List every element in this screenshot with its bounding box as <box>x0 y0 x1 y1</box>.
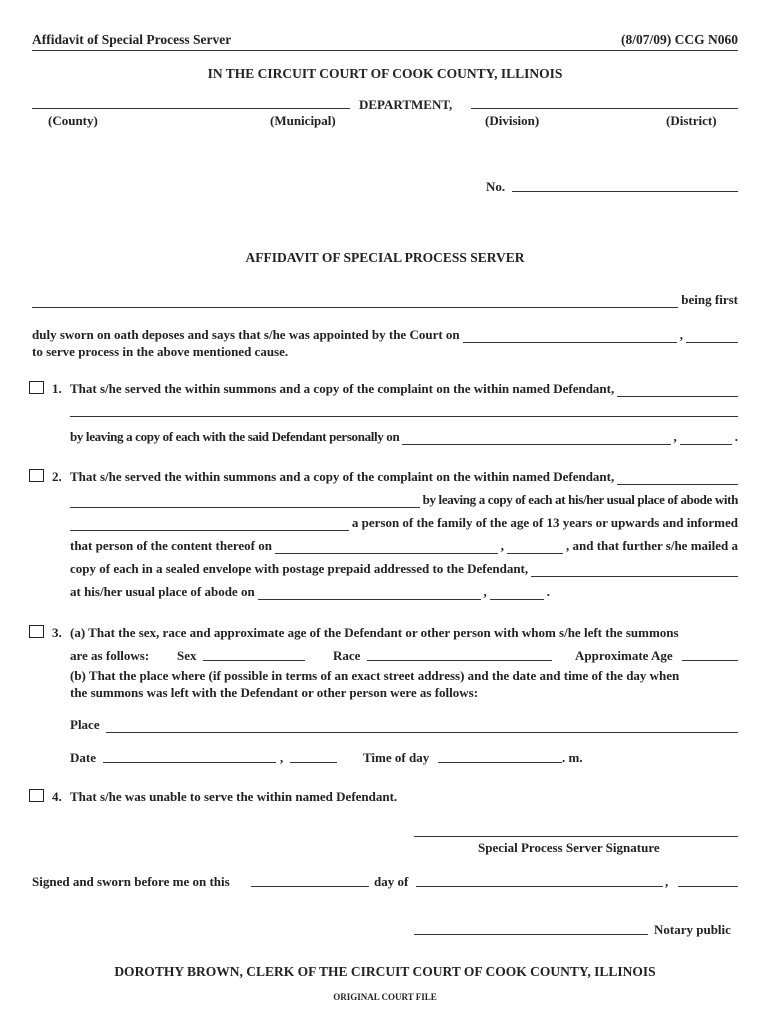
item2-person-field[interactable] <box>70 518 349 531</box>
server-signature-field[interactable] <box>414 836 738 837</box>
period: . <box>734 429 738 444</box>
division-district-blank[interactable] <box>471 108 738 109</box>
comma: , <box>500 538 504 553</box>
item2-family-text: a person of the family of the age of 13 years or upwards and informed <box>351 515 738 530</box>
signature-label: Special Process Server Signature <box>478 840 660 855</box>
item3-number: 3. <box>52 625 62 640</box>
appointment-date-field[interactable] <box>463 330 677 343</box>
county-label: (County) <box>48 113 98 128</box>
item2-row3 <box>70 515 738 531</box>
date-year-field[interactable] <box>290 762 337 763</box>
item4-text: That s/he was unable to serve the within named Defendant. <box>70 789 398 804</box>
item2-envelope-text: copy of each in a sealed envelope with postage prepaid addressed to the Defendant, <box>70 561 529 576</box>
comma: , <box>483 584 487 599</box>
item3b-text-2: the summons was left with the Defendant or other person were as follows: <box>70 685 479 700</box>
period: . <box>546 584 550 599</box>
item1-text: That s/he served the within summons and a copy of the complaint on the within named Defendant, <box>70 381 615 396</box>
comma: , <box>679 327 683 342</box>
item1-defendant-field-2[interactable] <box>70 416 738 417</box>
form-code: (8/07/09) CCG N060 <box>621 32 738 47</box>
date-comma: , <box>280 750 284 765</box>
item1-row3 <box>70 429 738 445</box>
item2-content-text: that person of the content thereof on <box>70 538 272 553</box>
item2-checkbox[interactable] <box>29 469 44 482</box>
item2-defendant-field[interactable] <box>617 472 738 485</box>
notary-label: Notary public <box>654 922 731 937</box>
appointment-row <box>32 327 738 343</box>
department-label: DEPARTMENT, <box>359 97 453 112</box>
sworn-comma: , <box>665 874 669 889</box>
item4-number: 4. <box>52 789 62 804</box>
sworn-day-field[interactable] <box>251 886 369 887</box>
item2-mailed-year-field[interactable] <box>490 587 544 600</box>
item2-mailed-text: , and that further s/he mailed a <box>565 538 738 553</box>
to-serve-text: to serve process in the above mentioned cause. <box>32 344 289 359</box>
clerk-line: DOROTHY BROWN, CLERK OF THE CIRCUIT COURT OF COOK COUNTY, ILLINOIS <box>114 964 656 979</box>
district-label: (District) <box>666 113 717 128</box>
are-as-follows-text: are as follows: <box>70 648 150 663</box>
division-label: (Division) <box>485 113 540 128</box>
notary-signature-field[interactable] <box>414 934 648 935</box>
date-field[interactable] <box>103 762 276 763</box>
item1-row1 <box>70 381 738 397</box>
time-of-day-label: Time of day <box>363 750 430 765</box>
header-rule <box>32 50 738 51</box>
signed-sworn-text: Signed and sworn before me on this <box>32 874 230 889</box>
sworn-month-field[interactable] <box>416 886 663 887</box>
affiant-name-field[interactable] <box>32 295 678 308</box>
place-label: Place <box>70 717 100 732</box>
court-title: IN THE CIRCUIT COURT OF COOK COUNTY, ILLINOIS <box>207 66 563 81</box>
comma: , <box>673 429 677 444</box>
item3-checkbox[interactable] <box>29 625 44 638</box>
item2-row4 <box>70 538 738 554</box>
item2-informed-date-field[interactable] <box>275 541 498 554</box>
item1-defendant-field[interactable] <box>617 384 738 397</box>
place-field[interactable] <box>106 720 738 733</box>
item2-defendant-field-2[interactable] <box>70 495 420 508</box>
place-row <box>70 717 738 733</box>
item2-mail-address-field[interactable] <box>531 564 738 577</box>
item2-mailed-date-field[interactable] <box>258 587 481 600</box>
time-field[interactable] <box>438 762 562 763</box>
age-label: Approximate Age <box>575 648 673 663</box>
item2-abode-text: by leaving a copy of each at his/her usual place of abode with <box>422 492 738 507</box>
duly-sworn-text: duly sworn on oath deposes and says that s/he was appointed by the Court on <box>32 327 460 342</box>
race-label: Race <box>333 648 361 663</box>
affiant-name-row <box>32 292 738 308</box>
sex-field[interactable] <box>203 660 305 661</box>
item3a-text: (a) That the sex, race and approximate age of the Defendant or other person with whom s/he left the summons <box>70 625 679 640</box>
case-number-field[interactable] <box>512 191 738 192</box>
item2-mailed-on-text: at his/her usual place of abode on <box>70 584 255 599</box>
item3b-text: (b) That the place where (if possible in terms of an exact street address) and the date and time of the day when <box>70 668 680 683</box>
form-title: Affidavit of Special Process Server <box>32 32 232 47</box>
case-number-label: No. <box>486 179 506 194</box>
appointment-year-field[interactable] <box>686 330 738 343</box>
item1-number: 1. <box>52 381 62 396</box>
being-first-text: being first <box>681 292 738 307</box>
item2-text: That s/he served the within summons and a copy of the complaint on the within named Defendant, <box>70 469 615 484</box>
document-title: AFFIDAVIT OF SPECIAL PROCESS SERVER <box>245 250 525 265</box>
sex-label: Sex <box>177 648 197 663</box>
age-field[interactable] <box>682 660 738 661</box>
date-label: Date <box>70 750 96 765</box>
item2-row1 <box>70 469 738 485</box>
item2-row5 <box>70 561 738 577</box>
county-municipal-blank[interactable] <box>32 108 350 109</box>
item1-year-field[interactable] <box>680 432 732 445</box>
item2-number: 2. <box>52 469 62 484</box>
municipal-label: (Municipal) <box>270 113 336 128</box>
item1-personally-text: by leaving a copy of each with the said Defendant personally on <box>70 429 400 444</box>
item2-informed-year-field[interactable] <box>507 541 563 554</box>
item2-row6 <box>70 584 550 600</box>
race-field[interactable] <box>367 660 552 661</box>
item1-checkbox[interactable] <box>29 381 44 394</box>
original-court-file: ORIGINAL COURT FILE <box>333 992 437 1002</box>
item4-checkbox[interactable] <box>29 789 44 802</box>
day-of-text: day of <box>374 874 409 889</box>
sworn-year-field[interactable] <box>678 886 738 887</box>
am-pm-label: . m. <box>562 750 583 765</box>
item1-date-field[interactable] <box>402 432 670 445</box>
item2-row2 <box>70 492 738 508</box>
